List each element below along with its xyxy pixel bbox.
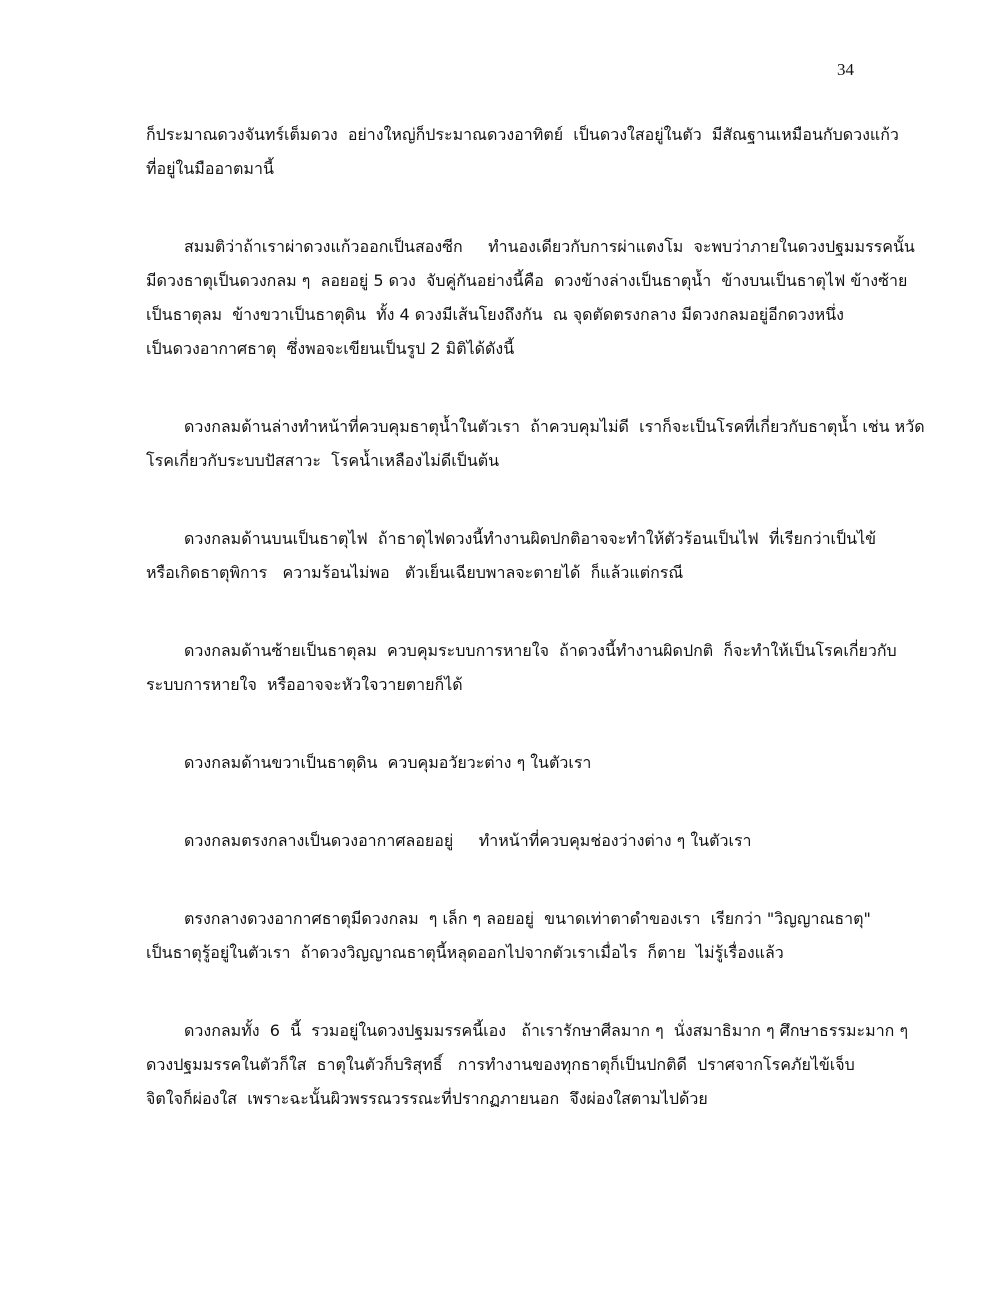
text-line: ดวงกลมทั้ง 6 นี้ รวมอยู่ในดวงปฐมมรรคนี้เอง ถ้าเรารักษาศีลมาก ๆ นั่งสมาธิมาก ๆ ศึกษาธรรมะมาก ๆ <box>184 1021 909 1040</box>
text-line: เป็นธาตุรู้อยู่ในตัวเรา ถ้าดวงวิญญาณธาตุนี้หลุดออกไปจากตัวเราเมื่อไร ก็ตาย ไม่รู้เรื่องแล้ว <box>146 943 784 962</box>
text-line: ดวงกลมด้านซ้ายเป็นธาตุลม ควบคุมระบบการหายใจ ถ้าดวงนี้ทำงานผิดปกติ ก็จะทำให้เป็นโรคเกี่ยวกับ <box>184 641 897 660</box>
text-line: เป็นธาตุลม ข้างขวาเป็นธาตุดิน ทั้ง 4 ดวงมีเส้นโยงถึงกัน ณ จุดตัดตรงกลาง มีดวงกลมอยู่อีกดวงหนึ่ง <box>146 305 844 324</box>
paragraph-5 <box>146 634 897 702</box>
text-line: จิตใจก็ผ่องใส เพราะฉะนั้นผิวพรรณวรรณะที่ปรากฏภายนอก จึงผ่องใสตามไปด้วย <box>146 1089 708 1108</box>
paragraph-1 <box>146 118 899 186</box>
text-line: หรือเกิดธาตุพิการ ความร้อนไม่พอ ตัวเย็นเฉียบพาลจะตายได้ ก็แล้วแต่กรณี <box>146 563 684 582</box>
text-line: โรคเกี่ยวกับระบบปัสสาวะ โรคน้ำเหลืองไม่ดีเป็นต้น <box>146 451 500 470</box>
text-line: ดวงกลมด้านขวาเป็นธาตุดิน ควบคุมอวัยวะต่าง ๆ ในตัวเรา <box>184 753 592 772</box>
page-number: 34 <box>837 60 854 79</box>
body-text <box>146 118 925 1160</box>
text-line: มีดวงธาตุเป็นดวงกลม ๆ ลอยอยู่ 5 ดวง จับคู่กันอย่างนี้คือ ดวงข้างล่างเป็นธาตุน้ำ ข้างบนเป็นธาตุไฟ ข้างซ้าย <box>146 271 908 290</box>
paragraph-8 <box>146 902 871 970</box>
text-line: ระบบการหายใจ หรืออาจจะหัวใจวายตายก็ได้ <box>146 675 463 694</box>
paragraph-4 <box>146 522 877 590</box>
text-line: ดวงกลมด้านบนเป็นธาตุไฟ ถ้าธาตุไฟดวงนี้ทำงานผิดปกติอาจจะทำให้ตัวร้อนเป็นไฟ ที่เรียกว่าเป็นไข้ <box>184 529 877 548</box>
text-line: ที่อยู่ในมืออาตมานี้ <box>146 159 274 178</box>
text-line: ก็ประมาณดวงจันทร์เต็มดวง อย่างใหญ่ก็ประมาณดวงอาทิตย์ เป็นดวงใสอยู่ในตัว มีสัณฐานเหมือนกับดวงแก้ว <box>146 125 899 144</box>
paragraph-9 <box>146 1014 909 1116</box>
paragraph-3 <box>146 410 925 478</box>
text-line: เป็นดวงอากาศธาตุ ซึ่งพอจะเขียนเป็นรูป 2 มิติได้ดังนี้ <box>146 339 515 358</box>
paragraph-2 <box>146 230 915 366</box>
text-line: ดวงกลมด้านล่างทำหน้าที่ควบคุมธาตุน้ำในตัวเรา ถ้าควบคุมไม่ดี เราก็จะเป็นโรคที่เกี่ยวกับธาตุน้ำ เช่น หวัด <box>184 417 925 436</box>
paragraph-6 <box>146 746 866 780</box>
text-line: สมมติว่าถ้าเราผ่าดวงแก้วออกเป็นสองซีก ทำนองเดียวกับการผ่าแตงโม จะพบว่าภายในดวงปฐมมรรคนั้น <box>184 237 915 256</box>
paragraph-7 <box>146 824 866 858</box>
text-line: ดวงกลมตรงกลางเป็นดวงอากาศลอยอยู่ ทำหน้าที่ควบคุมช่องว่างต่าง ๆ ในตัวเรา <box>184 831 752 850</box>
text-line: ตรงกลางดวงอากาศธาตุมีดวงกลม ๆ เล็ก ๆ ลอยอยู่ ขนาดเท่าตาดำของเรา เรียกว่า "วิญญาณธาตุ" <box>184 909 871 928</box>
text-line: ดวงปฐมมรรคในตัวก็ใส ธาตุในตัวก็บริสุทธิ์ การทำงานของทุกธาตุก็เป็นปกติดี ปราศจากโรคภัยไข้เจ็บ <box>146 1055 855 1074</box>
